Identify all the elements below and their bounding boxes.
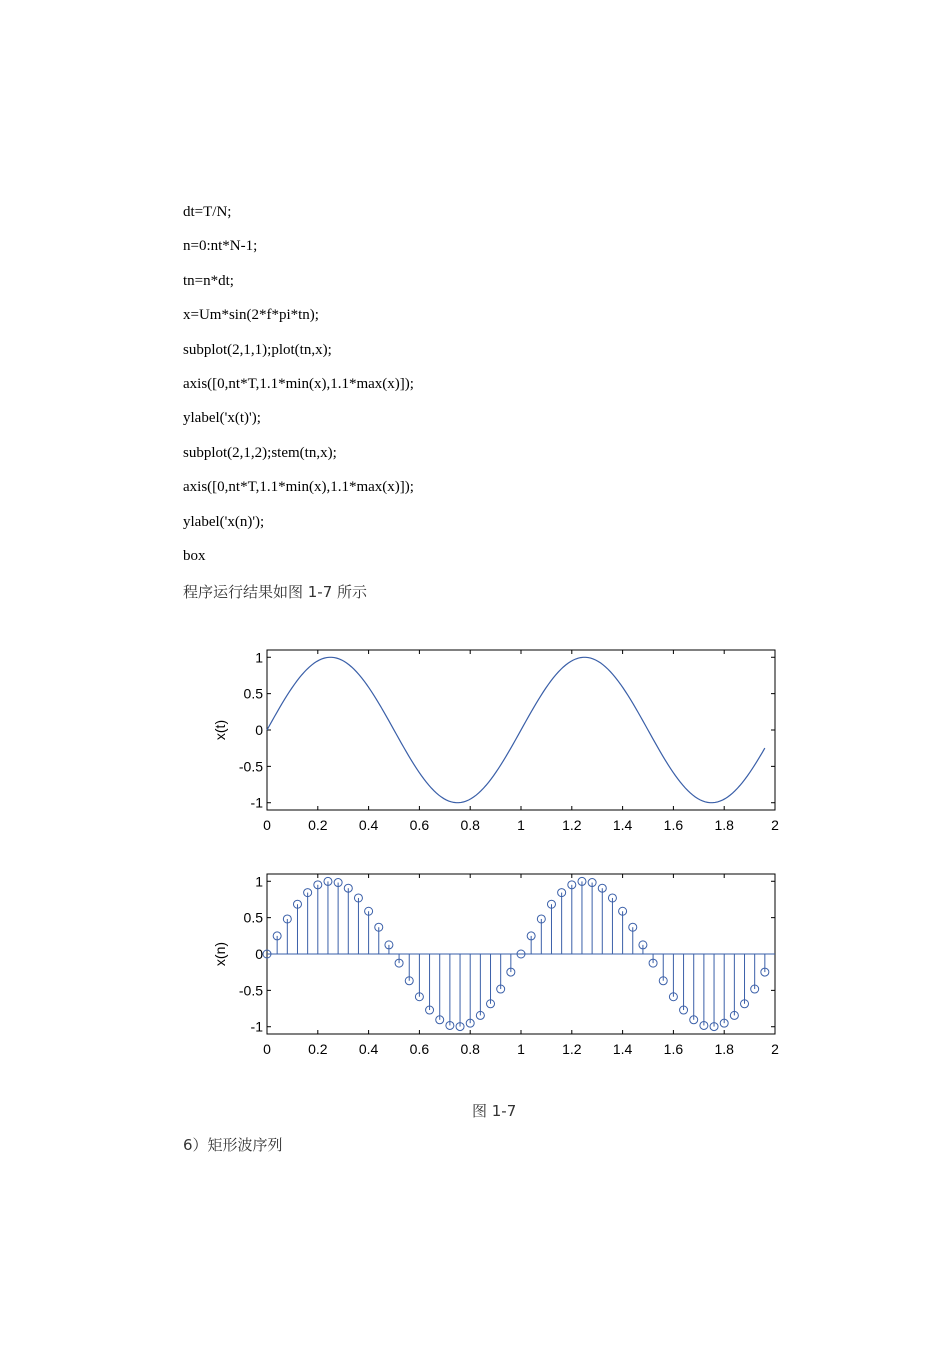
figure-caption: 图 1-7 xyxy=(472,1102,517,1120)
y-tick-label: -0.5 xyxy=(238,758,263,775)
plot-continuous-signal xyxy=(212,649,779,833)
code-line: subplot(2,1,1);plot(tn,x); xyxy=(183,341,332,358)
x-tick-label: 1 xyxy=(517,1041,525,1057)
y-tick-label: -1 xyxy=(250,794,263,811)
figure-1-7 xyxy=(200,640,800,1070)
x-tick-label: 1.4 xyxy=(612,817,633,833)
code-line: axis([0,nt*T,1.1*min(x),1.1*max(x)]); xyxy=(183,376,414,392)
x-tick-label: 1.2 xyxy=(562,1041,582,1057)
y-tick-label: 1 xyxy=(255,873,263,890)
x-tick-label: 0.4 xyxy=(358,1041,379,1057)
y-axis-label: x(t) xyxy=(212,719,228,741)
result-text: 程序运行结果如图 1-7 所示 xyxy=(183,583,368,601)
x-tick-label: 0.4 xyxy=(358,817,379,833)
code-line: ylabel('x(t)'); xyxy=(183,410,261,427)
x-tick-label: 1.8 xyxy=(714,817,734,833)
x-tick-label: 2 xyxy=(771,817,779,833)
x-tick-label: 0.2 xyxy=(308,817,328,833)
y-tick-label: 1 xyxy=(255,649,263,666)
x-tick-label: 1.6 xyxy=(663,1041,684,1057)
signal-line xyxy=(267,657,765,802)
y-axis-label: x(n) xyxy=(212,941,228,967)
x-tick-label: 0.2 xyxy=(308,1041,328,1057)
x-tick-label: 1.6 xyxy=(663,817,684,833)
code-line: axis([0,nt*T,1.1*min(x),1.1*max(x)]); xyxy=(183,479,414,496)
code-line: tn=n*dt; xyxy=(183,272,234,289)
plot-discrete-sequence xyxy=(212,873,779,1057)
x-tick-label: 0.6 xyxy=(409,817,430,833)
y-tick-label: 0.5 xyxy=(243,909,263,926)
code-line: subplot(2,1,2);stem(tn,x); xyxy=(183,444,337,461)
x-tick-label: 0.8 xyxy=(460,1041,480,1057)
x-tick-label: 1.4 xyxy=(612,1041,633,1057)
x-tick-label: 0 xyxy=(263,1041,271,1057)
code-line: ylabel('x(n)'); xyxy=(183,513,265,530)
code-line: n=0:nt*N-1; xyxy=(183,238,258,255)
y-tick-label: 0 xyxy=(255,722,263,738)
section-heading: 6）矩形波序列 xyxy=(183,1136,283,1154)
x-tick-label: 1 xyxy=(517,817,525,833)
x-tick-label: 1.2 xyxy=(562,817,582,833)
code-line: box xyxy=(183,548,206,564)
x-tick-label: 0.6 xyxy=(409,1041,430,1057)
y-tick-label: 0 xyxy=(255,946,263,962)
x-tick-label: 0.8 xyxy=(460,817,480,833)
y-tick-label: 0.5 xyxy=(243,685,263,702)
y-tick-label: -0.5 xyxy=(238,982,263,999)
code-line: x=Um*sin(2*f*pi*tn); xyxy=(183,307,319,324)
x-tick-label: 2 xyxy=(771,1041,779,1057)
x-tick-label: 1.8 xyxy=(714,1041,734,1057)
y-tick-label: -1 xyxy=(250,1018,263,1035)
x-tick-label: 0 xyxy=(263,817,271,833)
code-line: dt=T/N; xyxy=(183,204,232,220)
